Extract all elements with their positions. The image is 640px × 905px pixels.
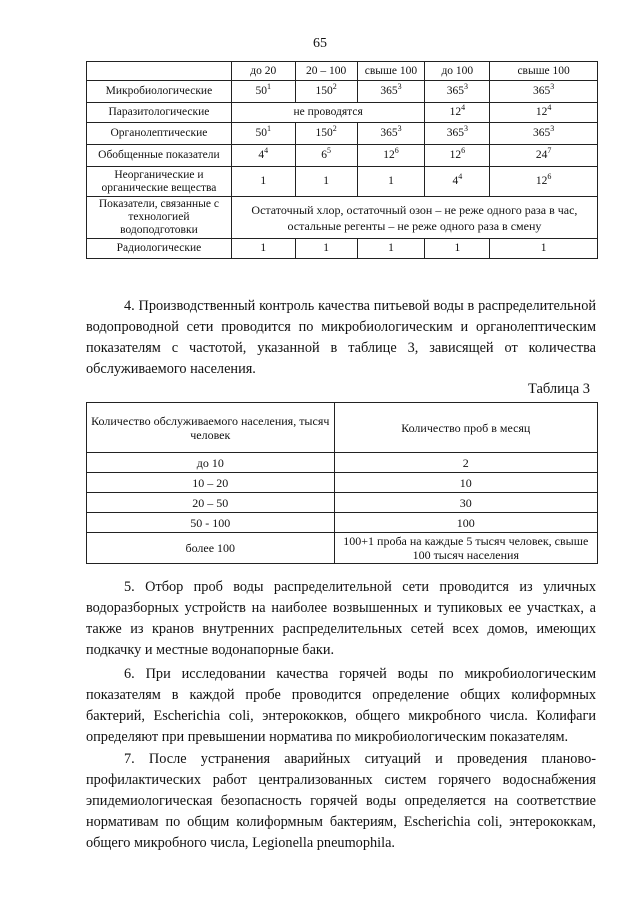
value-cell-value: 1 <box>323 242 329 254</box>
population-cell: до 10 <box>87 453 335 473</box>
paragraph-6: 6. При исследовании качества горячей воды по микробиологическим показателям в каждой пробе проводится определение общих колиформных бактерий, Escherichia coli, энтерококков, общего микробного числа. Колифаги определяют при превышении норматива по микробиологическим показателям. <box>86 666 596 745</box>
header-cell <box>87 62 232 81</box>
value-cell-footnote: 5 <box>326 146 331 156</box>
value-cell-value: 6 <box>321 149 327 161</box>
value-cell <box>425 167 490 197</box>
value-cell-footnote: 4 <box>461 103 466 113</box>
samples-cell: 100 <box>334 513 597 533</box>
value-cell <box>295 123 357 145</box>
value-cell-footnote: 3 <box>463 124 468 134</box>
value-cell <box>357 81 425 103</box>
value-cell-value: 1 <box>454 242 461 254</box>
value-cell-value: 150 <box>315 127 333 139</box>
value-cell <box>490 145 598 167</box>
merged-cell: не проводятся <box>231 103 425 123</box>
samples-cell: 2 <box>334 453 597 473</box>
population-cell: 10 – 20 <box>87 473 335 493</box>
value-cell <box>425 145 490 167</box>
value-cell <box>357 145 425 167</box>
value-cell <box>357 239 425 259</box>
row-label: Паразитологические <box>87 103 232 123</box>
value-cell <box>490 123 598 145</box>
table-row <box>87 493 598 513</box>
table-row <box>87 145 598 167</box>
value-cell-footnote: 3 <box>397 124 402 134</box>
table-3-col2-header: Количество проб в месяц <box>334 403 597 453</box>
value-cell-value: 12 <box>449 106 462 118</box>
value-cell-footnote: 6 <box>461 146 466 156</box>
value-cell <box>490 239 598 259</box>
value-cell-footnote: 1 <box>267 124 272 134</box>
row-label: Показатели, связанные с технологией водоподготовки <box>87 197 232 239</box>
value-cell-value: 1 <box>388 242 394 254</box>
value-cell-value: 12 <box>449 149 462 161</box>
table-row <box>87 453 598 473</box>
value-cell <box>231 123 295 145</box>
paragraph-5: 5. Отбор проб воды распределительной сети проводится из уличных водоразборных устройств на наиболее возвышенных и тупиковых ее участках, а также из кранов внутренних распределительных сетей всех домов, имеющих подкачку и местные водонапорные баки. <box>86 579 596 658</box>
value-cell-value: 1 <box>540 242 547 254</box>
value-cell-value: 1 <box>323 175 329 187</box>
header-cell: до 20 <box>231 62 295 81</box>
merged-cell: Остаточный хлор, остаточный озон – не реже одного раза в час, остальные регенты – не реже одного раза в смену <box>231 197 597 239</box>
value-cell-value: 365 <box>380 127 398 139</box>
value-cell-footnote: 6 <box>394 146 399 156</box>
value-cell-value: 365 <box>532 127 551 139</box>
value-cell-value: 12 <box>535 175 548 187</box>
table-row <box>87 197 598 239</box>
value-cell <box>425 239 490 259</box>
table-row <box>87 473 598 493</box>
value-cell-value: 50 <box>255 85 268 97</box>
value-cell <box>231 239 295 259</box>
value-cell-footnote: 4 <box>264 146 269 156</box>
value-cell <box>425 81 490 103</box>
paragraph-7: 7. После устранения аварийных ситуаций и проведения планово-профилактических работ централизованных систем горячего водоснабжения эпидемиологическая безопасность горячей воды определяется на соответствие нормативам по общим колиформным бактериям, Escherichia coli, энтерококкам, общего микробного числа, Legionella pneumophila. <box>86 751 596 851</box>
value-cell-value: 1 <box>260 175 267 187</box>
header-cell: свыше 100 <box>490 62 598 81</box>
table-row <box>87 103 598 123</box>
value-cell <box>490 103 598 123</box>
table-row <box>87 513 598 533</box>
value-cell-footnote: 4 <box>458 172 463 182</box>
value-cell-value: 4 <box>452 175 459 187</box>
value-cell <box>231 81 295 103</box>
value-cell <box>295 167 357 197</box>
value-cell <box>490 81 598 103</box>
header-cell: до 100 <box>425 62 490 81</box>
row-label: Радиологические <box>87 239 232 259</box>
value-cell-footnote: 3 <box>463 82 468 92</box>
value-cell <box>425 123 490 145</box>
value-cell-footnote: 2 <box>332 124 337 134</box>
value-cell-value: 4 <box>258 149 265 161</box>
table-3-col1-header: Количество обслуживаемого населения, тысяч человек <box>87 403 335 453</box>
value-cell <box>295 239 357 259</box>
row-label: Микробиологические <box>87 81 232 103</box>
value-cell-footnote: 2 <box>332 82 337 92</box>
population-cell: 20 – 50 <box>87 493 335 513</box>
value-cell-value: 1 <box>260 242 267 254</box>
row-label: Органолептические <box>87 123 232 145</box>
samples-cell: 10 <box>334 473 597 493</box>
value-cell <box>295 81 357 103</box>
table-row <box>87 123 598 145</box>
value-cell-footnote: 6 <box>547 172 552 182</box>
table-row <box>87 81 598 103</box>
table-row <box>87 533 598 564</box>
value-cell-value: 12 <box>535 106 548 118</box>
population-cell: 50 - 100 <box>87 513 335 533</box>
samples-cell: 100+1 проба на каждые 5 тысяч человек, свыше 100 тысяч населения <box>334 533 597 564</box>
value-cell <box>231 167 295 197</box>
value-cell-value: 1 <box>388 175 394 187</box>
value-cell <box>231 145 295 167</box>
value-cell <box>357 123 425 145</box>
value-cell-footnote: 7 <box>547 146 552 156</box>
value-cell-value: 50 <box>255 127 268 139</box>
table-row <box>87 239 598 259</box>
table-row <box>87 167 598 197</box>
value-cell <box>295 145 357 167</box>
value-cell-footnote: 3 <box>397 82 402 92</box>
population-cell: более 100 <box>87 533 335 564</box>
paragraph-4: 4. Производственный контроль качества питьевой воды в распределительной водопроводной сети проводится по микробиологическим и органолептическим показателям с частотой, указанной в таблице 3, зависящей от количества обслуживаемого населения. <box>86 298 596 377</box>
header-cell: свыше 100 <box>357 62 425 81</box>
value-cell <box>357 167 425 197</box>
value-cell-footnote: 4 <box>547 103 552 113</box>
value-cell-value: 365 <box>446 127 464 139</box>
table-3-caption: Таблица 3 <box>527 381 590 397</box>
samples-cell: 30 <box>334 493 597 513</box>
value-cell-footnote: 3 <box>550 124 555 134</box>
header-cell: 20 – 100 <box>295 62 357 81</box>
value-cell-value: 150 <box>315 85 333 97</box>
value-cell <box>490 167 598 197</box>
row-label: Обобщенные показатели <box>87 145 232 167</box>
value-cell-value: 12 <box>383 149 395 161</box>
page-number: 65 <box>313 36 327 51</box>
value-cell-footnote: 1 <box>267 82 272 92</box>
value-cell-value: 365 <box>446 85 464 97</box>
value-cell-value: 365 <box>380 85 398 97</box>
value-cell <box>425 103 490 123</box>
value-cell-footnote: 3 <box>550 82 555 92</box>
value-cell-value: 24 <box>535 149 548 161</box>
table-3 <box>86 402 598 564</box>
row-label: Неорганические и органические вещества <box>87 167 232 197</box>
sampling-frequency-table <box>86 61 598 259</box>
value-cell-value: 365 <box>532 85 551 97</box>
